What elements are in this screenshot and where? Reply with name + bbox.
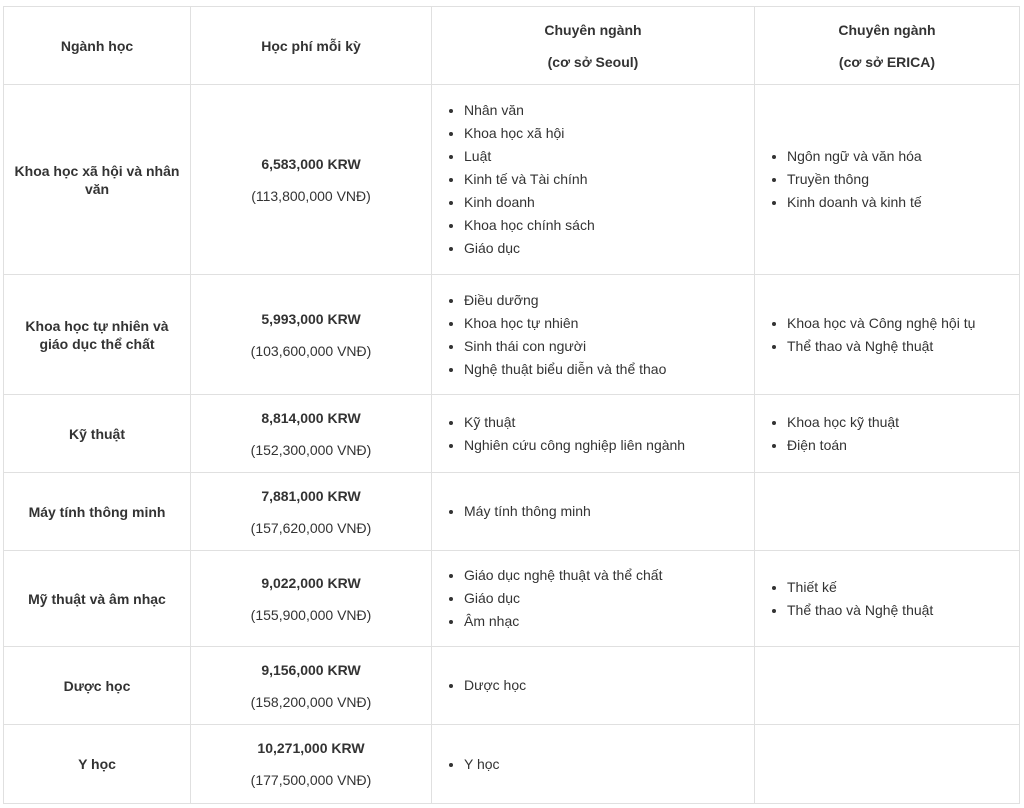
tuition-krw: 9,156,000 KRW xyxy=(261,661,361,678)
table-row xyxy=(4,395,1020,473)
tuition-krw: 5,993,000 KRW xyxy=(261,310,361,327)
list-item: • Khoa học kỹ thuật xyxy=(787,411,1019,434)
tuition-krw: 10,271,000 KRW xyxy=(257,740,365,756)
seoul-majors-cell xyxy=(432,647,755,725)
tuition-vnd: (152,300,000 VNĐ) xyxy=(250,441,372,458)
table-row xyxy=(4,647,1020,725)
seoul-majors-list xyxy=(432,99,754,260)
tuition-cell xyxy=(191,551,432,647)
tuition-cell xyxy=(191,395,432,473)
erica-majors-list xyxy=(755,576,1019,622)
erica-majors-cell xyxy=(755,551,1020,647)
field-name: Kỹ thuật xyxy=(4,395,191,473)
list-item: • Thiết kế xyxy=(787,576,1019,599)
list-item: • Nghiên cứu công nghiệp liên ngành xyxy=(464,434,754,457)
table-row xyxy=(4,275,1020,395)
list-item: • Điện toán xyxy=(787,434,1019,457)
header-tuition: Học phí mỗi kỳ xyxy=(191,7,432,85)
tuition-krw: 7,881,000 KRW xyxy=(261,487,361,504)
list-item: • Ngôn ngữ và văn hóa xyxy=(787,145,1019,168)
list-item: • Kinh tế và Tài chính xyxy=(464,168,754,191)
list-item: • Sinh thái con người xyxy=(464,335,754,358)
tuition-vnd: (158,200,000 VNĐ) xyxy=(250,693,372,710)
tuition-cell xyxy=(191,85,432,275)
field-name: Y học xyxy=(4,725,191,804)
erica-majors-cell xyxy=(755,647,1020,725)
header-seoul-majors: Chuyên ngành (cơ sở Seoul) xyxy=(432,7,755,85)
list-item: • Khoa học chính sách xyxy=(464,214,754,237)
list-item: • Dược học xyxy=(464,674,754,697)
erica-majors-list xyxy=(755,411,1019,457)
erica-majors-cell xyxy=(755,725,1020,804)
field-name: Máy tính thông minh xyxy=(4,473,191,551)
list-item: • Truyền thông xyxy=(787,168,1019,191)
list-item: • Luật xyxy=(464,145,754,168)
tuition-krw: 8,814,000 KRW xyxy=(261,409,361,426)
seoul-majors-list xyxy=(432,753,754,776)
seoul-majors-cell xyxy=(432,275,755,395)
tuition-cell xyxy=(191,275,432,395)
list-item: • Thể thao và Nghệ thuật xyxy=(787,599,1019,622)
erica-majors-list xyxy=(755,312,1019,358)
erica-majors-cell xyxy=(755,85,1020,275)
list-item: • Khoa học tự nhiên xyxy=(464,312,754,335)
field-name: Dược học xyxy=(4,647,191,725)
list-item: • Khoa học và Công nghệ hội tụ xyxy=(787,312,1019,335)
list-item: • Khoa học xã hội xyxy=(464,122,754,145)
erica-majors-cell xyxy=(755,473,1020,551)
seoul-majors-list xyxy=(432,411,754,457)
tuition-cell xyxy=(191,647,432,725)
list-item: • Kinh doanh xyxy=(464,191,754,214)
list-item: • Máy tính thông minh xyxy=(464,500,754,523)
table-header-row xyxy=(4,7,1020,85)
seoul-majors-list xyxy=(432,500,754,523)
tuition-krw: 9,022,000 KRW xyxy=(261,574,361,591)
table-row xyxy=(4,85,1020,275)
seoul-majors-cell xyxy=(432,473,755,551)
list-item: • Thể thao và Nghệ thuật xyxy=(787,335,1019,358)
list-item: • Giáo dục xyxy=(464,237,754,260)
header-field: Ngành học xyxy=(4,7,191,85)
list-item: • Âm nhạc xyxy=(464,610,754,633)
erica-majors-cell xyxy=(755,395,1020,473)
table-row xyxy=(4,725,1020,804)
list-item: • Kinh doanh và kinh tế xyxy=(787,191,1019,214)
seoul-majors-cell xyxy=(432,551,755,647)
tuition-vnd: (103,600,000 VNĐ) xyxy=(250,342,372,359)
seoul-majors-list xyxy=(432,674,754,697)
list-item: • Kỹ thuật xyxy=(464,411,754,434)
tuition-vnd: (177,500,000 VNĐ) xyxy=(250,772,372,788)
list-item: • Y học xyxy=(464,753,754,776)
tuition-vnd: (157,620,000 VNĐ) xyxy=(250,519,372,536)
list-item: • Giáo dục xyxy=(464,587,754,610)
tuition-vnd: (113,800,000 VNĐ) xyxy=(251,187,371,204)
seoul-majors-cell xyxy=(432,85,755,275)
seoul-majors-list xyxy=(432,289,754,381)
field-name: Khoa học tự nhiên và giáo dục thể chất xyxy=(4,275,191,395)
erica-majors-cell xyxy=(755,275,1020,395)
field-name: Khoa học xã hội và nhân văn xyxy=(4,85,191,275)
table-row xyxy=(4,551,1020,647)
seoul-majors-cell xyxy=(432,395,755,473)
list-item: • Giáo dục nghệ thuật và thể chất xyxy=(464,564,754,587)
list-item: • Nhân văn xyxy=(464,99,754,122)
tuition-cell xyxy=(191,725,432,804)
seoul-majors-cell xyxy=(432,725,755,804)
table-row xyxy=(4,473,1020,551)
tuition-krw: 6,583,000 KRW xyxy=(261,155,361,172)
tuition-cell xyxy=(191,473,432,551)
list-item: • Điều dưỡng xyxy=(464,289,754,312)
list-item: • Nghệ thuật biểu diễn và thể thao xyxy=(464,358,754,381)
header-erica-majors: Chuyên ngành (cơ sở ERICA) xyxy=(755,7,1020,85)
tuition-table xyxy=(3,6,1020,804)
seoul-majors-list xyxy=(432,564,754,633)
tuition-vnd: (155,900,000 VNĐ) xyxy=(250,606,372,623)
erica-majors-list xyxy=(755,145,1019,214)
field-name: Mỹ thuật và âm nhạc xyxy=(4,551,191,647)
